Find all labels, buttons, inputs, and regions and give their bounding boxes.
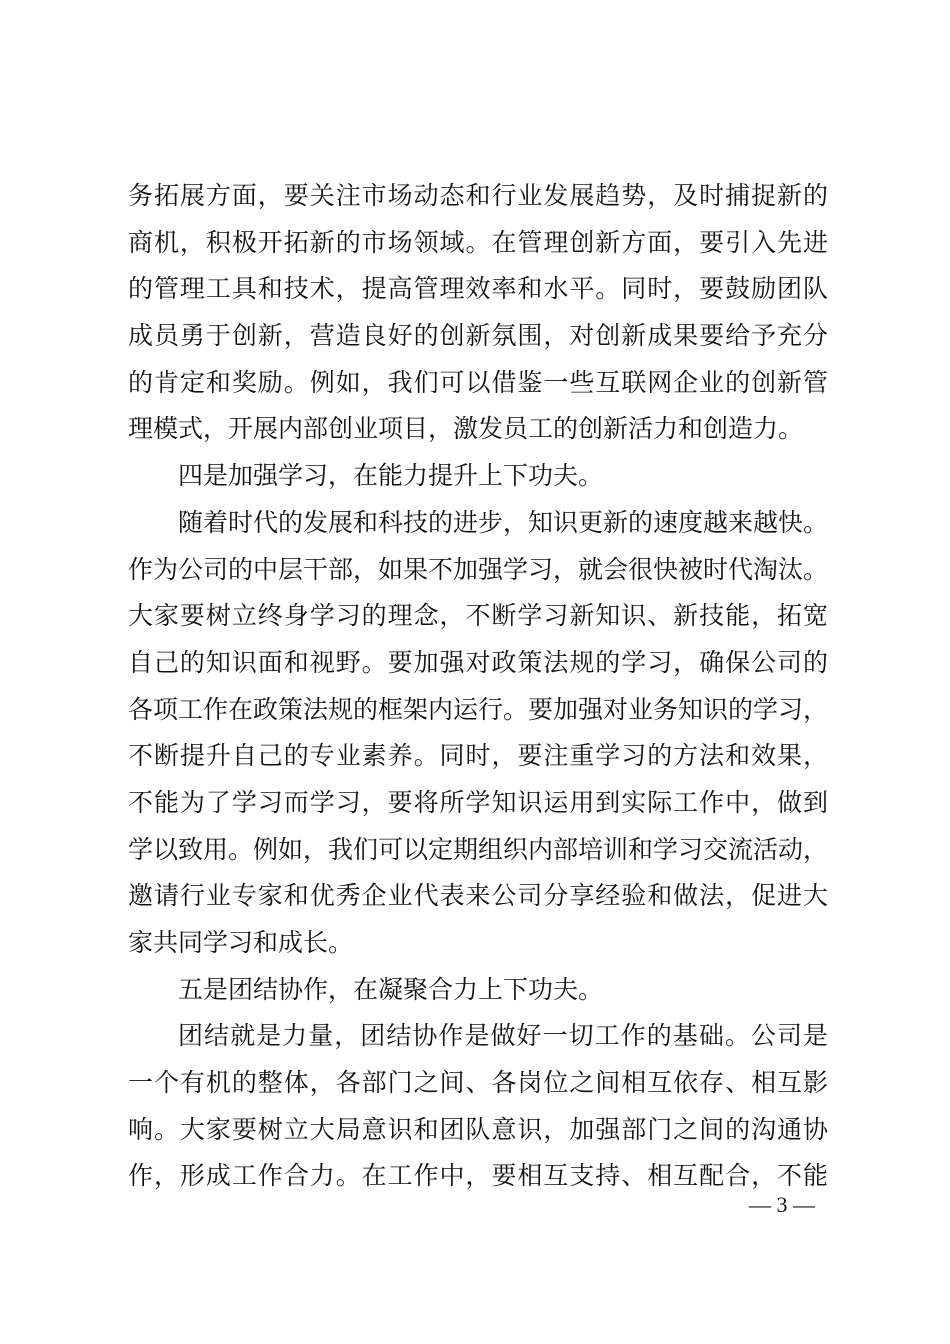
text-line-3: 的管理工具和技术，提高管理效率和水平。同时，要鼓励团队 [128, 274, 828, 304]
text-line-20: 一个有机的整体，各部门之间、各岗位之间相互依存、相互影 [128, 1068, 828, 1098]
body-text [128, 173, 828, 1200]
text-line-16: 邀请行业专家和优秀企业代表来公司分享经验和做法，促进大 [128, 881, 828, 911]
text-line-11: 自己的知识面和视野。要加强对政策法规的学习，确保公司的 [128, 647, 828, 677]
text-line-8: 随着时代的发展和科技的进步，知识更新的速度越来越快。 [178, 507, 829, 537]
text-line-1: 务拓展方面，要关注市场动态和行业发展趋势，及时捕捉新的 [128, 181, 828, 210]
text-line-19: 团结就是力量，团结协作是做好一切工作的基础。公司是 [178, 1021, 828, 1051]
text-line-15: 学以致用。例如，我们可以定期组织内部培训和学习交流活动， [128, 834, 829, 864]
text-line-13: 不断提升自己的专业素养。同时，要注重学习的方法和效果， [128, 741, 828, 771]
text-line-6: 理模式，开展内部创业项目，激发员工的创新活力和创造力。 [128, 414, 804, 444]
text-line-2: 商机，积极开拓新的市场领域。在管理创新方面，要引入先进 [128, 227, 828, 257]
text-line-14: 不能为了学习而学习，要将所学知识运用到实际工作中，做到 [128, 787, 828, 817]
text-line-21: 响。大家要树立大局意识和团队意识，加强部门之间的沟通协 [128, 1114, 828, 1144]
text-line-9: 作为公司的中层干部，如果不加强学习，就会很快被时代淘汰。 [128, 554, 829, 584]
text-line-10: 大家要树立终身学习的理念，不断学习新知识、新技能，拓宽 [128, 601, 828, 631]
text-line-17: 家共同学习和成长。 [128, 928, 354, 957]
text-line-5: 的肯定和奖励。例如，我们可以借鉴一些互联网企业的创新管 [128, 367, 828, 397]
text-line-22: 作，形成工作合力。在工作中，要相互支持、相互配合，不能 [128, 1161, 828, 1191]
section-heading-4: 四是加强学习，在能力提升上下功夫。 [178, 461, 604, 491]
text-line-4: 成员勇于创新，营造良好的创新氛围，对创新成果要给予充分 [128, 321, 828, 351]
section-heading-5: 五是团结协作，在凝聚合力上下功夫。 [178, 974, 604, 1004]
page-number: — 3 — [749, 1192, 815, 1217]
text-line-12: 各项工作在政策法规的框架内运行。要加强对业务知识的学习， [128, 694, 829, 724]
